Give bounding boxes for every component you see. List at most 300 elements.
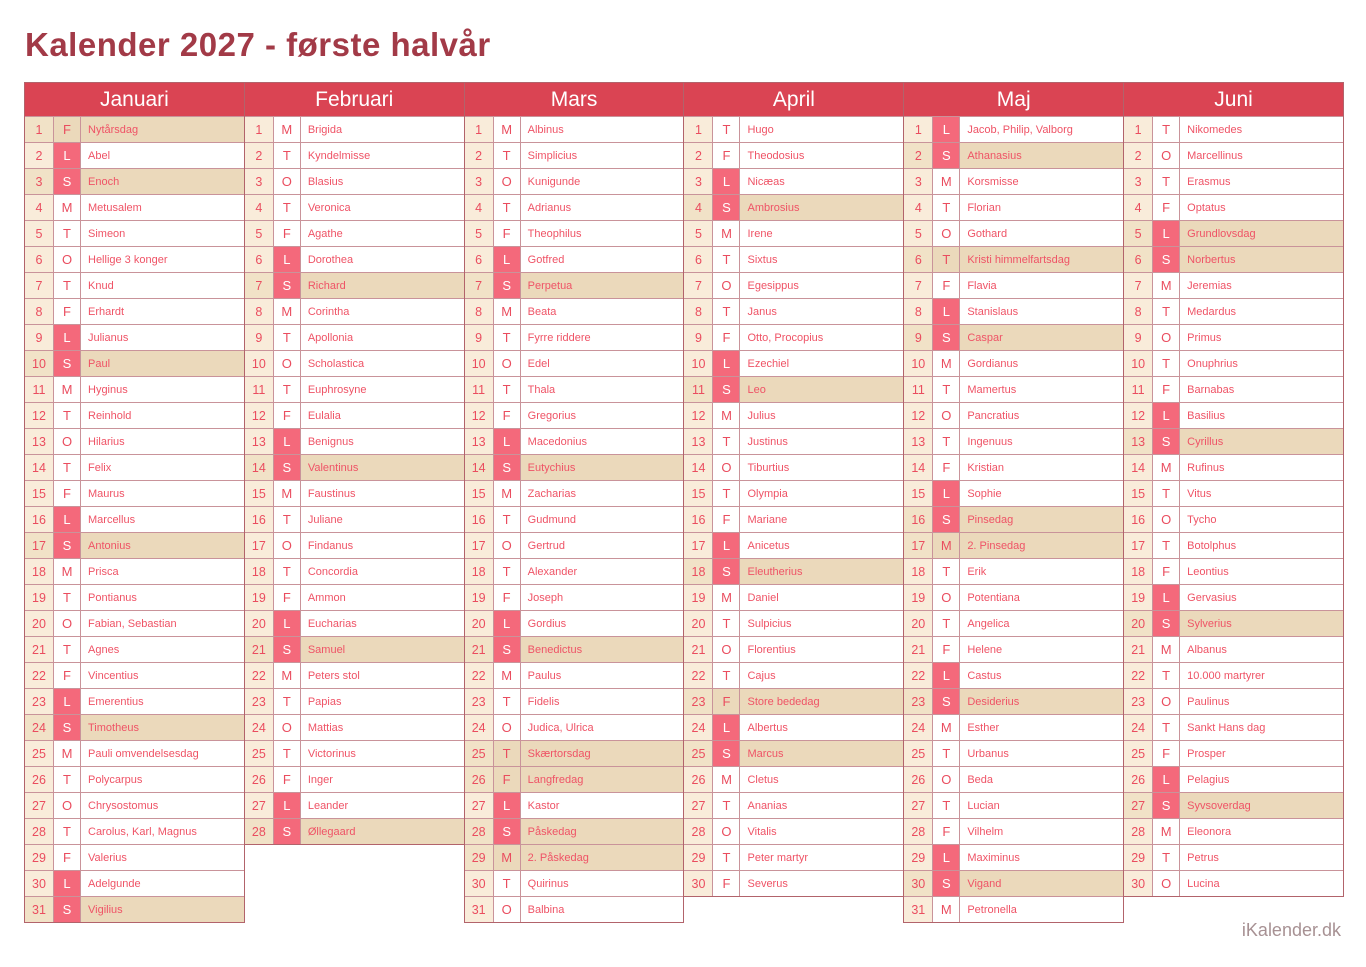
day-row [465, 116, 684, 142]
day-number: 27 [25, 793, 54, 818]
day-row [465, 740, 684, 766]
nameday-label: 2. Pinsedag [960, 533, 1123, 558]
weekday-letter: T [933, 611, 960, 636]
weekday-letter: L [274, 611, 301, 636]
day-number: 29 [1124, 845, 1153, 870]
weekday-letter: T [713, 299, 740, 324]
nameday-label: Erasmus [1180, 169, 1343, 194]
weekday-letter: M [933, 897, 960, 922]
weekday-letter: S [54, 715, 81, 740]
day-number: 9 [1124, 325, 1153, 350]
nameday-label: Vigand [960, 871, 1123, 896]
weekday-letter: T [54, 819, 81, 844]
day-row [684, 610, 903, 636]
day-row [1124, 246, 1343, 272]
nameday-label: Antonius [81, 533, 244, 558]
day-number: 6 [245, 247, 274, 272]
nameday-label: Julianus [81, 325, 244, 350]
day-number: 20 [465, 611, 494, 636]
nameday-label: Anicetus [740, 533, 903, 558]
day-row [684, 870, 903, 896]
nameday-label: Angelica [960, 611, 1123, 636]
nameday-label: Jeremias [1180, 273, 1343, 298]
day-row [904, 584, 1123, 610]
day-number: 21 [1124, 637, 1153, 662]
day-number: 4 [245, 195, 274, 220]
day-row [1124, 506, 1343, 532]
day-row [904, 662, 1123, 688]
weekday-letter: F [713, 689, 740, 714]
weekday-letter: T [713, 611, 740, 636]
day-row [465, 870, 684, 896]
weekday-letter: L [1153, 585, 1180, 610]
day-number: 18 [25, 559, 54, 584]
nameday-label: Gothard [960, 221, 1123, 246]
nameday-label: Leo [740, 377, 903, 402]
day-row [904, 402, 1123, 428]
day-number: 16 [904, 507, 933, 532]
weekday-letter: M [713, 585, 740, 610]
day-row [684, 688, 903, 714]
weekday-letter: O [933, 221, 960, 246]
day-number: 19 [245, 585, 274, 610]
day-number: 14 [904, 455, 933, 480]
day-number: 23 [245, 689, 274, 714]
nameday-label: Eucharias [301, 611, 464, 636]
nameday-label: Edel [521, 351, 684, 376]
day-row [25, 142, 244, 168]
day-number: 19 [25, 585, 54, 610]
weekday-letter: F [494, 221, 521, 246]
weekday-letter: T [274, 143, 301, 168]
day-row [904, 142, 1123, 168]
day-number: 9 [25, 325, 54, 350]
weekday-letter: T [933, 247, 960, 272]
day-row [1124, 610, 1343, 636]
day-number: 2 [904, 143, 933, 168]
day-number: 12 [25, 403, 54, 428]
nameday-label: Mariane [740, 507, 903, 532]
day-number: 8 [1124, 299, 1153, 324]
day-row [1124, 662, 1343, 688]
nameday-label: Onuphrius [1180, 351, 1343, 376]
nameday-label: Egesippus [740, 273, 903, 298]
day-row [245, 220, 464, 246]
day-row [25, 662, 244, 688]
day-row [1124, 558, 1343, 584]
weekday-letter: O [494, 533, 521, 558]
weekday-letter: O [274, 533, 301, 558]
day-row [245, 818, 464, 844]
month-header: Mars [465, 83, 684, 116]
day-row [904, 766, 1123, 792]
day-row [245, 636, 464, 662]
weekday-letter: T [274, 507, 301, 532]
nameday-label: Dorothea [301, 247, 464, 272]
day-number: 23 [904, 689, 933, 714]
nameday-label: Gordius [521, 611, 684, 636]
day-number: 18 [465, 559, 494, 584]
weekday-letter: M [494, 663, 521, 688]
day-row [904, 714, 1123, 740]
weekday-letter: M [713, 767, 740, 792]
weekday-letter: F [713, 143, 740, 168]
weekday-letter: T [274, 195, 301, 220]
weekday-letter: M [274, 299, 301, 324]
day-row [684, 558, 903, 584]
nameday-label: Blasius [301, 169, 464, 194]
day-number: 24 [25, 715, 54, 740]
nameday-label: Benignus [301, 429, 464, 454]
day-number: 19 [684, 585, 713, 610]
nameday-label: Faustinus [301, 481, 464, 506]
day-row [245, 610, 464, 636]
nameday-label: Albanus [1180, 637, 1343, 662]
nameday-label: Norbertus [1180, 247, 1343, 272]
weekday-letter: T [54, 455, 81, 480]
nameday-label: Marcellinus [1180, 143, 1343, 168]
day-row [1124, 194, 1343, 220]
nameday-label: 10.000 martyrer [1180, 663, 1343, 688]
day-row [904, 376, 1123, 402]
nameday-label: Timotheus [81, 715, 244, 740]
day-number: 23 [465, 689, 494, 714]
day-row [465, 272, 684, 298]
nameday-label: Paulus [521, 663, 684, 688]
nameday-label: Barnabas [1180, 377, 1343, 402]
day-number: 8 [684, 299, 713, 324]
day-number: 1 [245, 117, 274, 142]
day-row [25, 350, 244, 376]
day-number: 26 [684, 767, 713, 792]
day-number: 20 [25, 611, 54, 636]
day-row [684, 272, 903, 298]
day-number: 27 [904, 793, 933, 818]
weekday-letter: F [54, 299, 81, 324]
weekday-letter: T [54, 767, 81, 792]
day-number: 10 [904, 351, 933, 376]
nameday-label: Adrianus [521, 195, 684, 220]
nameday-label: Nytårsdag [81, 117, 244, 142]
weekday-letter: T [713, 247, 740, 272]
weekday-letter: T [933, 377, 960, 402]
day-number: 9 [465, 325, 494, 350]
day-number: 17 [904, 533, 933, 558]
day-number: 4 [465, 195, 494, 220]
day-row [904, 896, 1123, 922]
weekday-letter: S [54, 169, 81, 194]
nameday-label: Gertrud [521, 533, 684, 558]
weekday-letter: T [494, 377, 521, 402]
day-number: 25 [1124, 741, 1153, 766]
day-number: 25 [245, 741, 274, 766]
day-number: 14 [1124, 455, 1153, 480]
weekday-letter: S [713, 195, 740, 220]
day-row [245, 740, 464, 766]
nameday-label: Cyrillus [1180, 429, 1343, 454]
nameday-label: Abel [81, 143, 244, 168]
nameday-label: Sophie [960, 481, 1123, 506]
day-row [25, 402, 244, 428]
day-row [684, 480, 903, 506]
day-row [904, 480, 1123, 506]
day-row [25, 298, 244, 324]
day-number: 16 [684, 507, 713, 532]
nameday-label: Paulinus [1180, 689, 1343, 714]
nameday-label: Albertus [740, 715, 903, 740]
nameday-label: Richard [301, 273, 464, 298]
weekday-letter: S [1153, 247, 1180, 272]
nameday-label: Hilarius [81, 429, 244, 454]
day-number: 27 [245, 793, 274, 818]
weekday-letter: T [54, 273, 81, 298]
weekday-letter: O [933, 767, 960, 792]
nameday-label: Reinhold [81, 403, 244, 428]
day-number: 27 [684, 793, 713, 818]
day-number: 7 [25, 273, 54, 298]
day-number: 29 [465, 845, 494, 870]
day-number: 7 [1124, 273, 1153, 298]
day-row [465, 532, 684, 558]
nameday-label: Gregorius [521, 403, 684, 428]
day-row [684, 818, 903, 844]
nameday-label: Juliane [301, 507, 464, 532]
nameday-label: Sankt Hans dag [1180, 715, 1343, 740]
day-row [684, 532, 903, 558]
nameday-label: Chrysostomus [81, 793, 244, 818]
day-row [245, 194, 464, 220]
weekday-letter: S [1153, 793, 1180, 818]
day-number: 6 [465, 247, 494, 272]
day-number: 29 [904, 845, 933, 870]
day-row [904, 220, 1123, 246]
nameday-label: Jacob, Philip, Valborg [960, 117, 1123, 142]
day-row [684, 766, 903, 792]
day-number: 12 [904, 403, 933, 428]
nameday-label: Cletus [740, 767, 903, 792]
day-row [684, 246, 903, 272]
nameday-label: Inger [301, 767, 464, 792]
weekday-letter: T [494, 195, 521, 220]
weekday-letter: T [713, 845, 740, 870]
day-number: 15 [904, 481, 933, 506]
day-number: 2 [684, 143, 713, 168]
day-number: 31 [25, 897, 54, 922]
day-row [904, 324, 1123, 350]
day-row [1124, 272, 1343, 298]
day-number: 4 [1124, 195, 1153, 220]
day-number: 1 [684, 117, 713, 142]
day-row [245, 376, 464, 402]
weekday-letter: O [1153, 143, 1180, 168]
nameday-label: Prisca [81, 559, 244, 584]
day-number: 11 [25, 377, 54, 402]
weekday-letter: T [713, 663, 740, 688]
nameday-label: Sulpicius [740, 611, 903, 636]
weekday-letter: L [713, 715, 740, 740]
day-number: 5 [904, 221, 933, 246]
day-number: 9 [684, 325, 713, 350]
day-row [904, 506, 1123, 532]
nameday-label: Botolphus [1180, 533, 1343, 558]
day-row [245, 246, 464, 272]
day-row [245, 402, 464, 428]
nameday-label: Lucina [1180, 871, 1343, 896]
day-row [465, 350, 684, 376]
day-number: 4 [684, 195, 713, 220]
nameday-label: Petronella [960, 897, 1123, 922]
weekday-letter: F [274, 403, 301, 428]
month-maj [903, 82, 1124, 923]
weekday-letter: T [274, 377, 301, 402]
day-number: 30 [1124, 871, 1153, 896]
day-number: 31 [904, 897, 933, 922]
weekday-letter: T [933, 793, 960, 818]
day-number: 15 [25, 481, 54, 506]
nameday-label: Simeon [81, 221, 244, 246]
day-number: 16 [1124, 507, 1153, 532]
weekday-letter: T [494, 507, 521, 532]
day-row [904, 792, 1123, 818]
day-row [684, 454, 903, 480]
month-header: April [684, 83, 903, 116]
nameday-label: Nikomedes [1180, 117, 1343, 142]
nameday-label: Vitalis [740, 819, 903, 844]
day-row [1124, 142, 1343, 168]
nameday-label: Primus [1180, 325, 1343, 350]
day-number: 10 [465, 351, 494, 376]
nameday-label: Ambrosius [740, 195, 903, 220]
weekday-letter: T [1153, 299, 1180, 324]
nameday-label: Papias [301, 689, 464, 714]
day-number: 28 [1124, 819, 1153, 844]
day-row [684, 168, 903, 194]
day-row [25, 220, 244, 246]
day-number: 12 [1124, 403, 1153, 428]
day-number: 16 [245, 507, 274, 532]
day-row [25, 324, 244, 350]
day-row [25, 272, 244, 298]
day-row [1124, 870, 1343, 896]
day-number: 1 [1124, 117, 1153, 142]
weekday-letter: T [54, 403, 81, 428]
nameday-label: Quirinus [521, 871, 684, 896]
weekday-letter: T [1153, 117, 1180, 142]
weekday-letter: T [1153, 663, 1180, 688]
nameday-label: Findanus [301, 533, 464, 558]
day-row [904, 740, 1123, 766]
day-row [1124, 636, 1343, 662]
day-number: 3 [245, 169, 274, 194]
nameday-label: Eleonora [1180, 819, 1343, 844]
nameday-label: Ezechiel [740, 351, 903, 376]
nameday-label: Potentiana [960, 585, 1123, 610]
weekday-letter: M [1153, 273, 1180, 298]
day-row [465, 168, 684, 194]
weekday-letter: S [274, 273, 301, 298]
weekday-letter: T [274, 559, 301, 584]
day-number: 9 [904, 325, 933, 350]
nameday-label: Kunigunde [521, 169, 684, 194]
nameday-label: Balbina [521, 897, 684, 922]
weekday-letter: S [494, 819, 521, 844]
nameday-label: Corintha [301, 299, 464, 324]
day-row [904, 532, 1123, 558]
day-row [465, 558, 684, 584]
day-row [25, 584, 244, 610]
day-number: 17 [465, 533, 494, 558]
day-row [684, 376, 903, 402]
day-number: 10 [25, 351, 54, 376]
nameday-label: Polycarpus [81, 767, 244, 792]
month-februari [244, 82, 465, 845]
nameday-label: Eulalia [301, 403, 464, 428]
weekday-letter: F [274, 221, 301, 246]
day-row [1124, 792, 1343, 818]
day-number: 24 [1124, 715, 1153, 740]
nameday-label: Rufinus [1180, 455, 1343, 480]
day-row [465, 662, 684, 688]
day-row [465, 844, 684, 870]
day-number: 11 [904, 377, 933, 402]
day-row [684, 324, 903, 350]
nameday-label: Sixtus [740, 247, 903, 272]
weekday-letter: T [494, 741, 521, 766]
day-row [904, 688, 1123, 714]
day-number: 27 [1124, 793, 1153, 818]
day-row [684, 220, 903, 246]
day-row [465, 402, 684, 428]
day-row [684, 714, 903, 740]
weekday-letter: F [713, 325, 740, 350]
day-number: 25 [465, 741, 494, 766]
nameday-label: Kastor [521, 793, 684, 818]
nameday-label: Zacharias [521, 481, 684, 506]
weekday-letter: S [713, 741, 740, 766]
nameday-label: Gotfred [521, 247, 684, 272]
weekday-letter: M [54, 377, 81, 402]
day-row [904, 610, 1123, 636]
day-number: 18 [684, 559, 713, 584]
day-number: 26 [245, 767, 274, 792]
day-number: 13 [1124, 429, 1153, 454]
day-number: 17 [25, 533, 54, 558]
day-number: 2 [245, 143, 274, 168]
nameday-label: Athanasius [960, 143, 1123, 168]
weekday-letter: L [1153, 767, 1180, 792]
month-header: Maj [904, 83, 1123, 116]
day-number: 7 [465, 273, 494, 298]
day-number: 26 [25, 767, 54, 792]
day-row [684, 194, 903, 220]
day-number: 1 [465, 117, 494, 142]
day-number: 21 [245, 637, 274, 662]
day-row [1124, 220, 1343, 246]
weekday-letter: O [54, 247, 81, 272]
day-row [1124, 428, 1343, 454]
day-number: 11 [684, 377, 713, 402]
weekday-letter: T [494, 325, 521, 350]
nameday-label: Flavia [960, 273, 1123, 298]
weekday-letter: L [933, 845, 960, 870]
day-number: 14 [25, 455, 54, 480]
nameday-label: Brigida [301, 117, 464, 142]
day-number: 17 [1124, 533, 1153, 558]
day-number: 8 [904, 299, 933, 324]
day-row [904, 194, 1123, 220]
day-row [465, 428, 684, 454]
nameday-label: Påskedag [521, 819, 684, 844]
